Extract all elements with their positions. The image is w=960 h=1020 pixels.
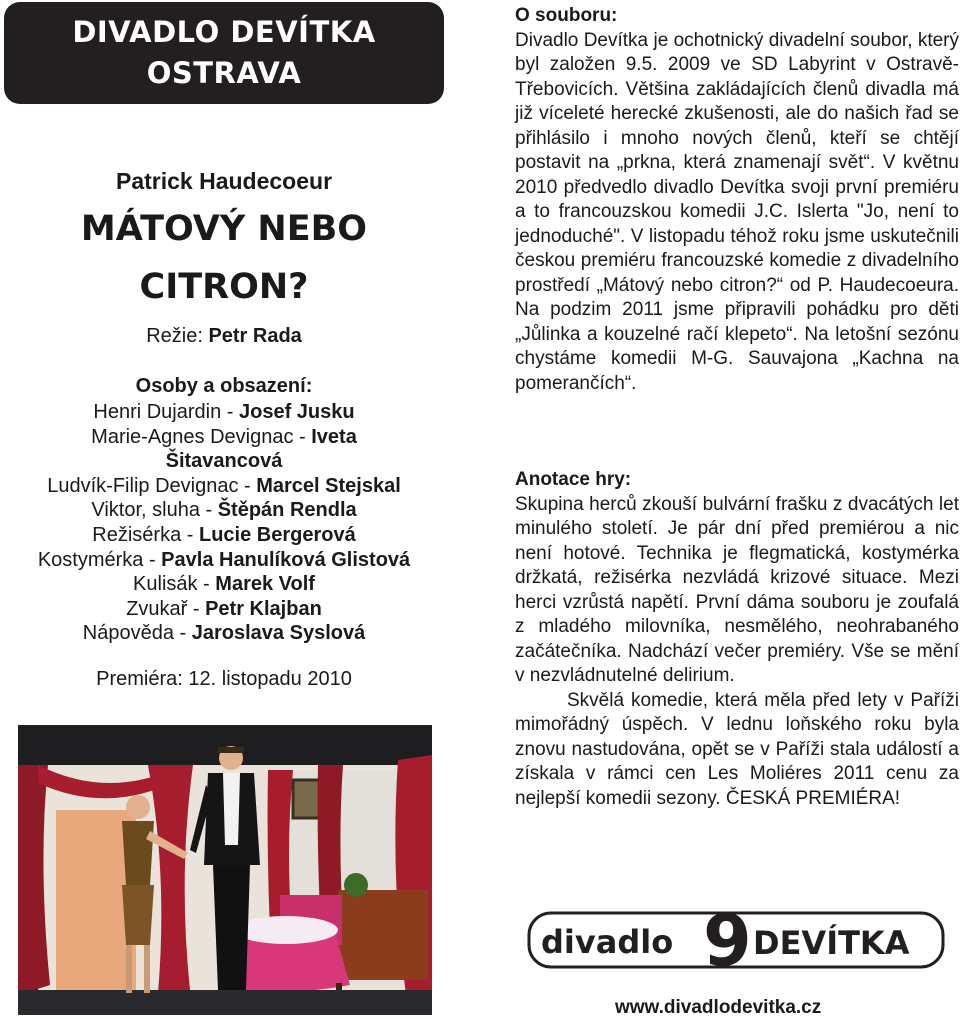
about-section — [515, 4, 959, 396]
cast-role: Ludvík-Filip Devignac - — [47, 474, 257, 497]
cast-heading: Osoby a obsazení: — [135, 375, 313, 397]
cast-role: Režisérka - — [92, 523, 199, 546]
director-name: Petr Rada — [208, 325, 302, 347]
cast-row — [0, 621, 448, 646]
play-title-line-2: CITRON? — [139, 267, 309, 307]
cast-role: Nápověda - — [82, 622, 192, 645]
cast-row — [0, 425, 448, 450]
annotation-paragraph-2: Skvělá komedie, která měla před lety v Paříži mimořádný úspěch. V lednu loňského roku byla znovu nastudována, opět se v Paříži stala událostí a získala v rámci cen Les Moliéres 2011 cenu za nejlepší komedii sezony. ČESKÁ PREMIÉRA! — [515, 689, 959, 809]
cast-row — [0, 474, 448, 499]
cast-role: Viktor, sluha - — [91, 499, 218, 522]
cast-actor: Šitavancová — [165, 450, 283, 473]
cast-row — [0, 498, 448, 523]
about-heading: O souboru: — [515, 5, 618, 26]
stage-photo — [18, 725, 432, 1015]
annotation-section — [515, 468, 959, 811]
cast-row — [0, 449, 448, 474]
cast-actor: Josef Jusku — [239, 401, 355, 423]
cast-actor: Lucie Bergerová — [198, 523, 356, 546]
logo-word-divadlo: divadlo — [541, 923, 674, 961]
cast-actor: Štěpán Rendla — [217, 499, 357, 522]
cast-actor: Pavla Hanulíková Glistová — [161, 548, 411, 571]
header-banner — [4, 2, 444, 104]
cast-role: Zvukař - — [126, 597, 206, 620]
header-title: DIVADLO DEVÍTKA — [72, 15, 376, 49]
cast-role: Kulisák - — [133, 573, 216, 596]
cast-list — [0, 400, 448, 646]
cast-actor: Petr Klajban — [205, 597, 322, 620]
cast-role: Henri Dujardin - — [93, 401, 239, 423]
logo-digit-nine: 9 — [703, 907, 752, 973]
director-line — [0, 325, 448, 348]
cast-row — [0, 400, 448, 425]
play-title — [0, 200, 448, 316]
about-text: Divadlo Devítka je ochotnický divadelní soubor, který byl založen 9.5. 2009 ve SD Labyrint v Ostravě-Třebovicích. Většina zakládajících členů divadla má již víceleté herecké zkušenosti, ale do našich řad se přihlásilo i mnoho nových členů, kteří se chtějí postavit na „prkna, která znamenají svět“. V květnu 2010 předvedlo divadlo Devítka svoji první premiéru a to francouzskou komedii J.C. Islerta "Jo, není to jednoduché". V listopadu téhož roku jsme uskutečnili českou premiéru francouzské komedie z divadelního prostředí „Mátový nebo citron?“ od P. Haudecoeura. Na podzim 2011 jsme připravili pohádku pro děti „Jůlinka a kouzelné račí klepeto“. Na letošní sezónu chystáme komedii M-G. Sauvajona „Kachna na pomerančích“. — [515, 29, 959, 394]
cast-role: Kostymérka - — [37, 548, 162, 571]
premiere-date: Premiéra: 12. listopadu 2010 — [96, 668, 352, 690]
annotation-paragraph-1: Skupina herců zkouší bulvární frašku z dvacátých let minulého století. Je pár dní před premiérou a nic není hotové. Technika je flegmatická, kostymérka držkatá, režisérka nezvládá krizové situace. Mezi herci vzrůstá napětí. První dáma souboru je zoufalá z mladého milovníka, nesmělého, neohrabaného začátečníka. Nadchází večer premiéry. Vše se mění v nezvládnutelné delirium. — [515, 493, 959, 686]
header-city: OSTRAVA — [146, 56, 302, 90]
cast-row — [0, 572, 448, 597]
cast-actor: Iveta — [311, 425, 357, 448]
stage-scene-illustration — [18, 725, 432, 1015]
play-title-line-1: MÁTOVÝ NEBO — [80, 209, 368, 249]
annotation-heading: Anotace hry: — [515, 469, 632, 490]
cast-row — [0, 548, 448, 573]
cast-actor: Marek Volf — [215, 573, 315, 596]
logo-word-devitka: DEVÍTKA — [753, 924, 910, 962]
cast-role: Marie-Agnes Devignac - — [91, 425, 312, 448]
cast-actor: Jaroslava Syslová — [191, 622, 366, 645]
play-author: Patrick Haudecoeur — [115, 168, 333, 194]
website-url: www.divadlodevitka.cz — [615, 997, 822, 1018]
cast-actor: Marcel Stejskal — [256, 474, 401, 497]
cast-row — [0, 523, 448, 548]
cast-row — [0, 597, 448, 622]
director-label: Režie: — [146, 325, 209, 347]
divadlo-devitka-logo — [527, 907, 945, 973]
